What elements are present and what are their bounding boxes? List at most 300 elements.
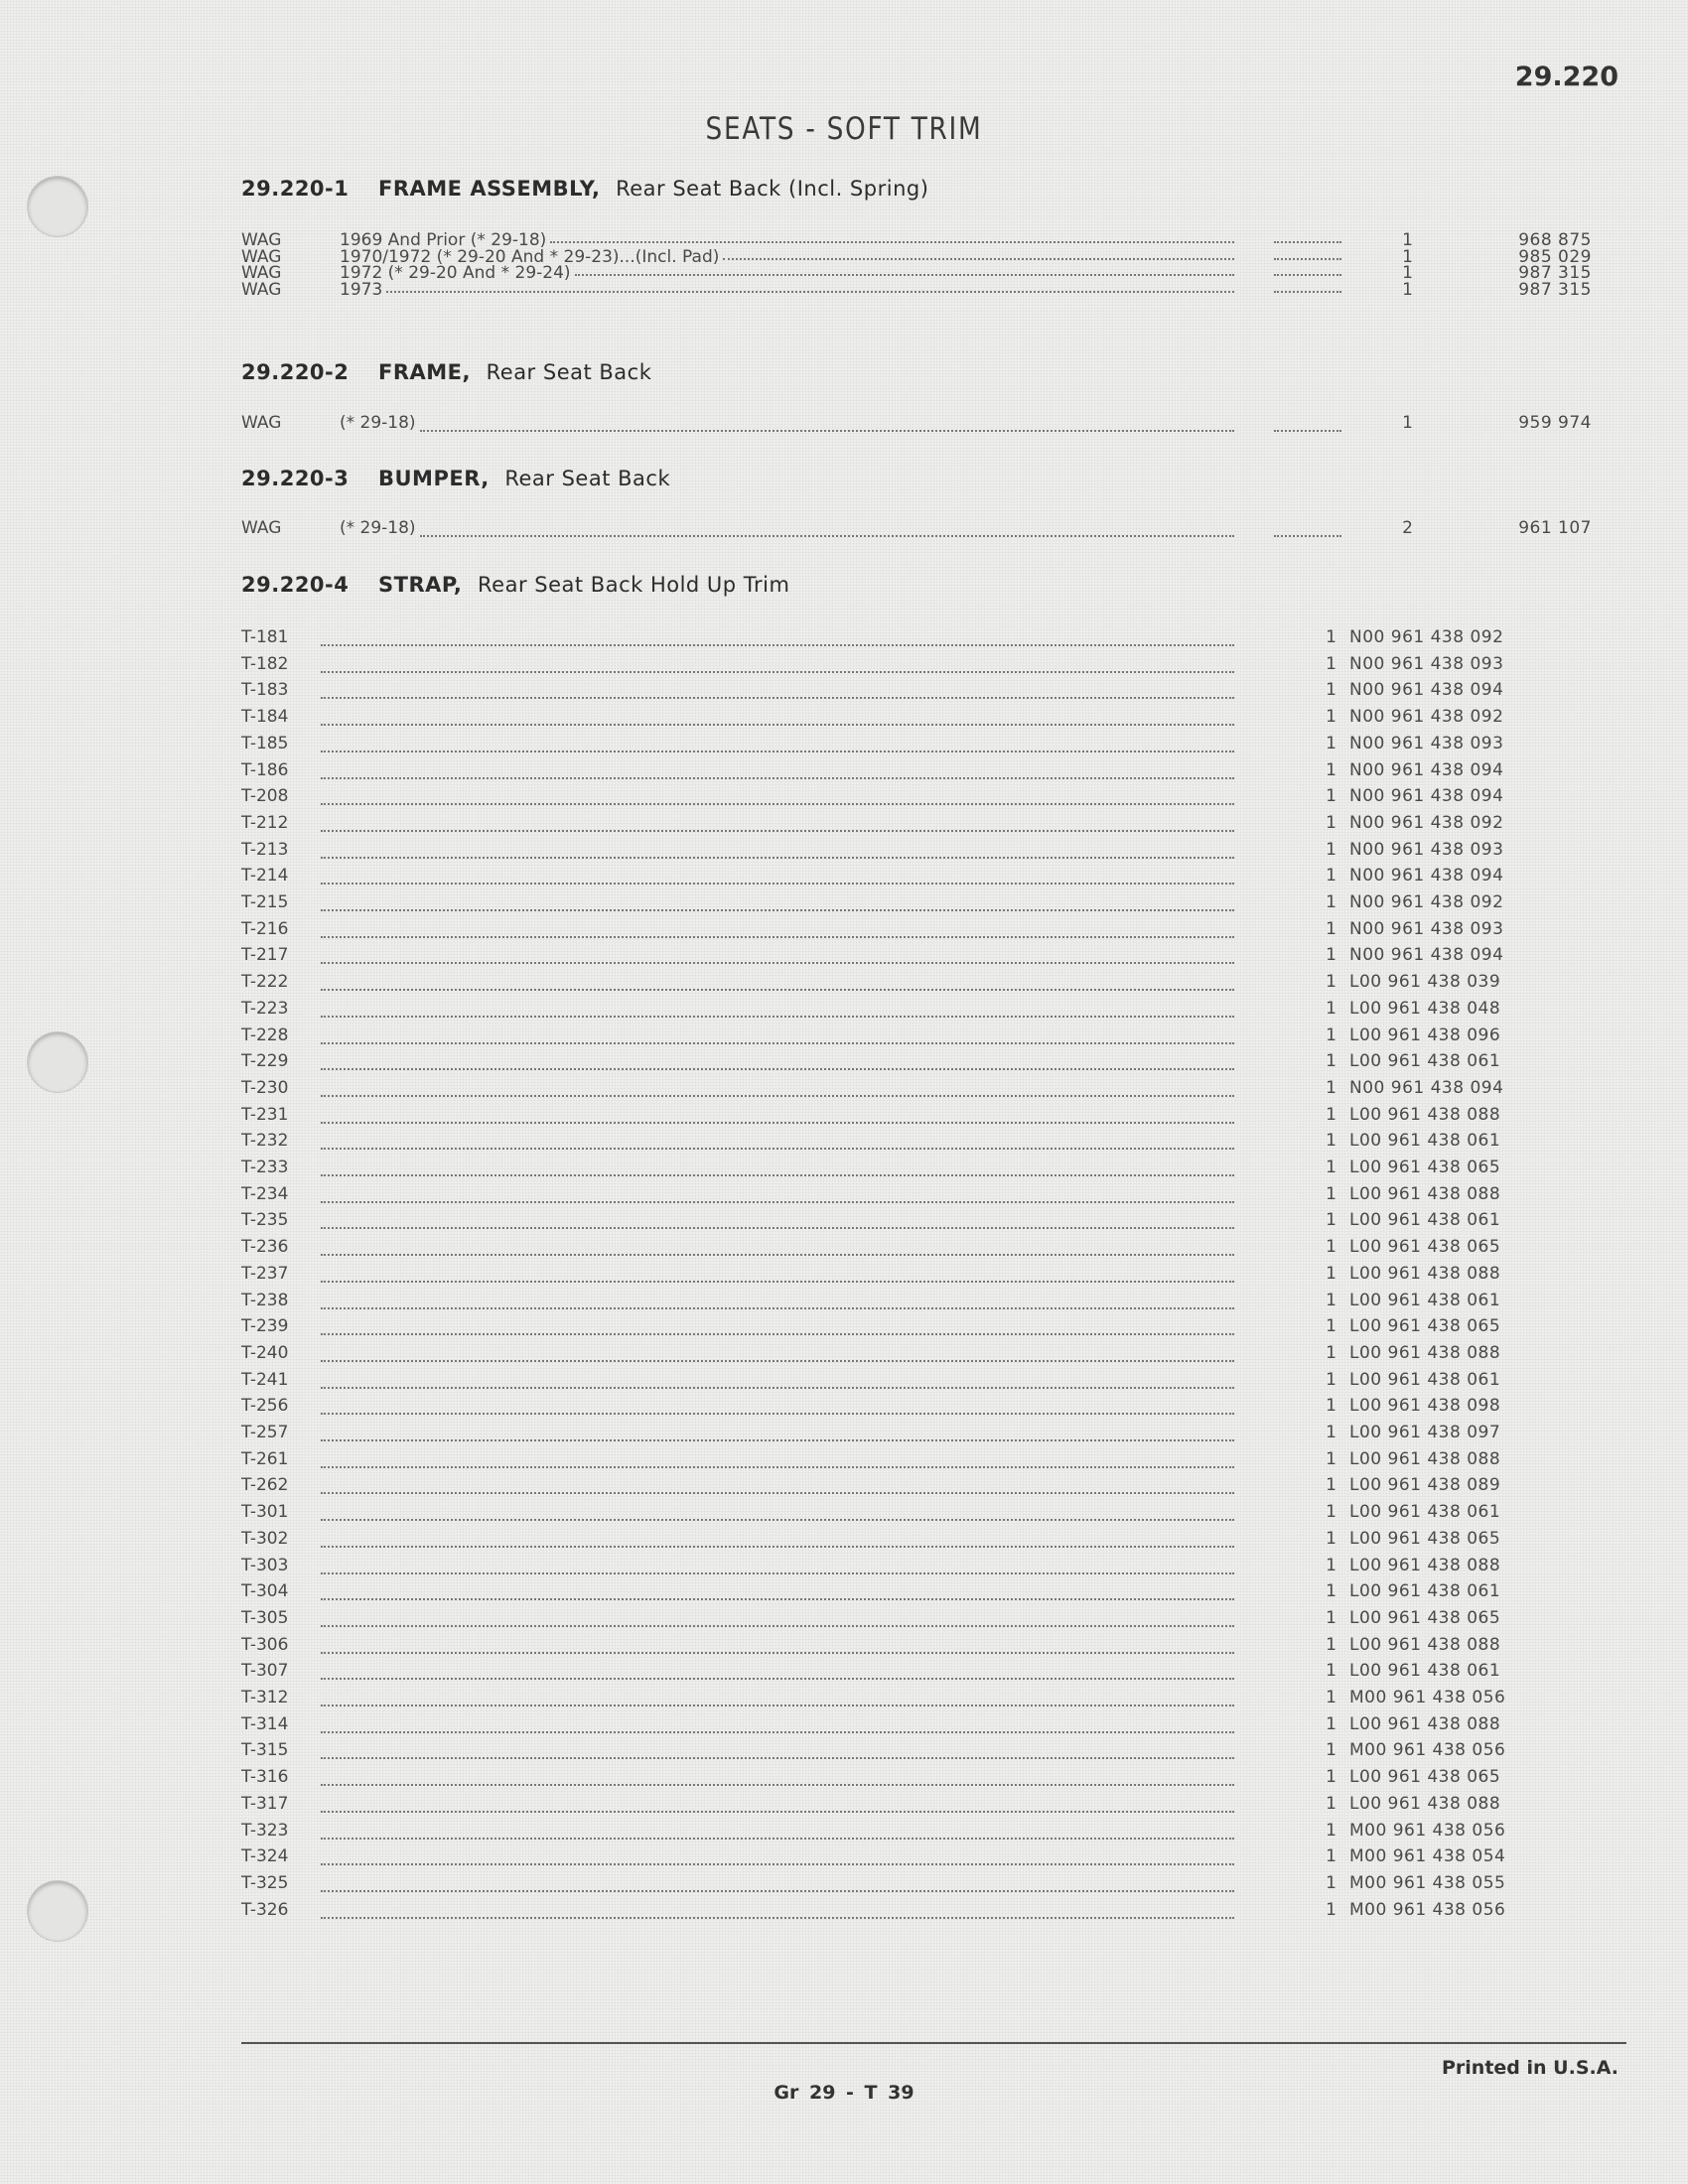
dot-leader xyxy=(321,1678,1234,1680)
row-quantity: 1 xyxy=(1402,230,1413,250)
table-row xyxy=(241,627,1562,653)
table-row xyxy=(241,246,1592,267)
table-row xyxy=(241,1475,1562,1501)
table-row xyxy=(241,1821,1562,1846)
row-model: WAG xyxy=(241,279,282,300)
row-part-number: N00 961 438 092 xyxy=(1349,627,1504,647)
row-part-number: L00 961 438 096 xyxy=(1349,1024,1501,1045)
table-row xyxy=(241,1184,1562,1210)
row-quantity: 1 xyxy=(1326,1237,1336,1258)
row-part-number: L00 961 438 088 xyxy=(1349,1555,1501,1575)
dot-leader xyxy=(321,1466,1234,1468)
row-quantity: 1 xyxy=(1326,1555,1336,1575)
table-row xyxy=(241,654,1562,680)
binder-hole-middle xyxy=(28,1032,87,1092)
dot-leader xyxy=(321,1705,1234,1706)
row-quantity: 1 xyxy=(1326,786,1336,807)
row-quantity: 2 xyxy=(1402,518,1413,538)
row-model: T-236 xyxy=(241,1237,289,1258)
row-quantity: 1 xyxy=(1326,1661,1336,1682)
row-quantity: 1 xyxy=(1326,759,1336,780)
section-name: FRAME ASSEMBLY, xyxy=(378,177,601,201)
row-model: T-231 xyxy=(241,1104,289,1125)
table-row xyxy=(241,1423,1562,1448)
table-row xyxy=(241,1025,1562,1051)
dot-leader xyxy=(321,724,1234,726)
dot-leader xyxy=(321,909,1234,911)
table-row xyxy=(241,230,1592,250)
row-part-number: L00 961 438 061 xyxy=(1349,1581,1501,1602)
row-part-number: L00 961 438 088 xyxy=(1349,1793,1501,1814)
table-row xyxy=(241,263,1592,283)
row-model: T-303 xyxy=(241,1555,289,1575)
section-number: 29.220-3 xyxy=(241,467,350,490)
row-part-number: L00 961 438 039 xyxy=(1349,972,1501,993)
table-row xyxy=(241,840,1562,866)
row-model: T-234 xyxy=(241,1183,289,1204)
section-number: 29.220-2 xyxy=(241,360,350,384)
printed-in-label: Printed in U.S.A. xyxy=(1442,2057,1618,2079)
dot-leader xyxy=(321,1652,1234,1654)
dot-leader xyxy=(321,989,1234,991)
row-quantity: 1 xyxy=(1326,1210,1336,1231)
row-model: T-214 xyxy=(241,866,289,887)
row-part-number: L00 961 438 061 xyxy=(1349,1290,1501,1310)
dot-leader xyxy=(420,535,1234,537)
dot-leader xyxy=(321,1068,1234,1070)
row-model: T-186 xyxy=(241,759,289,780)
row-quantity: 1 xyxy=(1326,1263,1336,1284)
dot-leader xyxy=(321,1731,1234,1733)
table-row xyxy=(241,813,1562,839)
row-part-number: L00 961 438 061 xyxy=(1349,1131,1501,1152)
dot-leader-short xyxy=(1274,258,1341,260)
dot-leader xyxy=(723,258,1234,260)
dot-leader xyxy=(321,644,1234,646)
row-quantity: 1 xyxy=(1326,812,1336,833)
row-part-number: L00 961 438 061 xyxy=(1349,1369,1501,1390)
row-quantity: 1 xyxy=(1326,1767,1336,1788)
row-part-number: L00 961 438 097 xyxy=(1349,1423,1501,1442)
table-row xyxy=(241,707,1562,733)
dot-leader xyxy=(321,1519,1234,1521)
row-quantity: 1 xyxy=(1326,1369,1336,1390)
row-quantity: 1 xyxy=(1326,1607,1336,1628)
row-model: T-241 xyxy=(241,1369,289,1390)
row-quantity: 1 xyxy=(1402,413,1413,433)
table-row xyxy=(241,1051,1562,1077)
dot-leader xyxy=(321,1811,1234,1813)
dot-leader xyxy=(420,430,1234,432)
row-quantity: 1 xyxy=(1326,680,1336,701)
footer-rule xyxy=(241,2042,1626,2044)
table-row xyxy=(241,1343,1562,1369)
row-quantity: 1 xyxy=(1326,1024,1336,1045)
row-quantity: 1 xyxy=(1326,1475,1336,1496)
row-model: T-262 xyxy=(241,1475,289,1496)
row-model: T-216 xyxy=(241,918,289,939)
row-quantity: 1 xyxy=(1326,1581,1336,1602)
row-model: T-324 xyxy=(241,1846,289,1867)
row-model: WAG xyxy=(241,413,282,433)
dot-leader xyxy=(321,1360,1234,1362)
dot-leader xyxy=(321,751,1234,752)
dot-leader xyxy=(550,241,1234,243)
section-heading xyxy=(241,573,789,597)
row-model: T-228 xyxy=(241,1024,289,1045)
row-quantity: 1 xyxy=(1402,263,1413,283)
row-quantity: 1 xyxy=(1326,1634,1336,1655)
row-part-number: L00 961 438 048 xyxy=(1349,998,1501,1019)
row-quantity: 1 xyxy=(1326,918,1336,939)
row-quantity: 1 xyxy=(1402,279,1413,300)
dot-leader xyxy=(321,1148,1234,1150)
table-row xyxy=(241,786,1562,812)
table-row xyxy=(241,1608,1562,1634)
dot-leader xyxy=(321,1917,1234,1919)
row-model: T-213 xyxy=(241,839,289,860)
row-model: T-181 xyxy=(241,627,289,647)
row-quantity: 1 xyxy=(1326,1740,1336,1761)
row-quantity: 1 xyxy=(1326,1316,1336,1337)
row-part-number: L00 961 438 088 xyxy=(1349,1104,1501,1125)
row-quantity: 1 xyxy=(1326,1131,1336,1152)
dot-leader xyxy=(321,883,1234,885)
table-row xyxy=(241,1105,1562,1131)
dot-leader xyxy=(321,1625,1234,1627)
row-model: T-315 xyxy=(241,1740,289,1761)
row-part-number: N00 961 438 092 xyxy=(1349,812,1504,833)
row-quantity: 1 xyxy=(1326,707,1336,728)
row-part-number: L00 961 438 065 xyxy=(1349,1316,1501,1337)
row-model: T-238 xyxy=(241,1290,289,1310)
section-heading xyxy=(241,360,651,384)
row-description: 1972 (* 29-20 And * 29-24) xyxy=(340,263,571,283)
row-model: T-302 xyxy=(241,1528,289,1549)
section-number: 29.220-1 xyxy=(241,177,350,201)
row-description: 1973 xyxy=(340,279,383,300)
table-row xyxy=(241,1316,1562,1342)
dot-leader xyxy=(321,697,1234,699)
row-model: T-261 xyxy=(241,1448,289,1469)
section-heading xyxy=(241,177,928,201)
row-part-number: N00 961 438 094 xyxy=(1349,680,1504,701)
row-quantity: 1 xyxy=(1326,653,1336,674)
row-part-number: 987 315 xyxy=(1518,263,1592,283)
row-model: T-222 xyxy=(241,972,289,993)
row-model: T-232 xyxy=(241,1131,289,1152)
row-quantity: 1 xyxy=(1326,1077,1336,1098)
table-row xyxy=(241,1449,1562,1475)
row-part-number: N00 961 438 093 xyxy=(1349,653,1504,674)
table-row xyxy=(241,1873,1562,1899)
row-quantity: 1 xyxy=(1326,1872,1336,1893)
section-name: BUMPER, xyxy=(378,467,490,490)
row-quantity: 1 xyxy=(1326,1899,1336,1920)
dot-leader xyxy=(321,936,1234,938)
dot-leader xyxy=(321,1174,1234,1176)
dot-leader xyxy=(321,1439,1234,1441)
dot-leader xyxy=(321,857,1234,859)
row-model: T-314 xyxy=(241,1713,289,1734)
table-row xyxy=(241,1264,1562,1290)
row-part-number: L00 961 438 065 xyxy=(1349,1767,1501,1788)
dot-leader xyxy=(321,1281,1234,1283)
row-part-number: M00 961 438 056 xyxy=(1349,1740,1506,1761)
row-quantity: 1 xyxy=(1326,998,1336,1019)
dot-leader xyxy=(321,1546,1234,1548)
row-part-number: N00 961 438 094 xyxy=(1349,1077,1504,1098)
table-row xyxy=(241,1131,1562,1157)
row-part-number: N00 961 438 094 xyxy=(1349,945,1504,966)
row-description: 1969 And Prior (* 29-18) xyxy=(340,230,547,250)
row-model: WAG xyxy=(241,230,282,250)
table-row xyxy=(241,279,1592,300)
row-model: T-229 xyxy=(241,1051,289,1072)
row-part-number: L00 961 438 061 xyxy=(1349,1661,1501,1682)
table-row xyxy=(241,1661,1562,1687)
row-part-number: M00 961 438 054 xyxy=(1349,1846,1506,1867)
row-part-number: N00 961 438 092 xyxy=(1349,707,1504,728)
row-model: T-312 xyxy=(241,1688,289,1707)
dot-leader xyxy=(321,671,1234,673)
dot-leader xyxy=(575,274,1234,276)
row-quantity: 1 xyxy=(1326,1158,1336,1177)
dot-leader xyxy=(321,803,1234,805)
row-part-number: 961 107 xyxy=(1518,518,1592,538)
table-row xyxy=(241,680,1562,706)
row-part-number: L00 961 438 088 xyxy=(1349,1263,1501,1284)
row-part-number: M00 961 438 055 xyxy=(1349,1872,1506,1893)
row-part-number: M00 961 438 056 xyxy=(1349,1820,1506,1841)
row-quantity: 1 xyxy=(1326,892,1336,912)
table-row xyxy=(241,1078,1562,1104)
dot-leader xyxy=(321,1413,1234,1415)
dot-leader xyxy=(321,1387,1234,1389)
row-quantity: 1 xyxy=(1326,1448,1336,1469)
row-model: T-239 xyxy=(241,1316,289,1337)
row-part-number: L00 961 438 089 xyxy=(1349,1475,1501,1496)
table-row xyxy=(241,1740,1562,1766)
section-description: Rear Seat Back (Incl. Spring) xyxy=(616,177,929,201)
row-part-number: N00 961 438 094 xyxy=(1349,786,1504,807)
row-description: (* 29-18) xyxy=(340,518,416,538)
table-row xyxy=(241,999,1562,1024)
row-part-number: 987 315 xyxy=(1518,279,1592,300)
row-model: T-257 xyxy=(241,1423,289,1442)
row-model: T-217 xyxy=(241,945,289,966)
row-model: T-306 xyxy=(241,1634,289,1655)
table-row xyxy=(241,1635,1562,1661)
table-row xyxy=(241,892,1562,918)
row-part-number: L00 961 438 098 xyxy=(1349,1396,1501,1417)
dot-leader xyxy=(321,1863,1234,1865)
section-description: Rear Seat Back xyxy=(486,360,652,384)
page-reference: Gr 29 - T 39 xyxy=(774,2082,914,2104)
dot-leader xyxy=(321,1307,1234,1309)
row-model: T-184 xyxy=(241,707,289,728)
row-quantity: 1 xyxy=(1326,945,1336,966)
table-row xyxy=(241,1158,1562,1183)
table-row xyxy=(241,919,1562,945)
row-quantity: 1 xyxy=(1326,1793,1336,1814)
table-row xyxy=(241,1291,1562,1316)
row-model: WAG xyxy=(241,263,282,283)
row-model: T-215 xyxy=(241,892,289,912)
row-model: T-316 xyxy=(241,1767,289,1788)
row-part-number: L00 961 438 088 xyxy=(1349,1448,1501,1469)
dot-leader xyxy=(321,1095,1234,1097)
row-model: T-182 xyxy=(241,653,289,674)
dot-leader-short xyxy=(1274,274,1341,276)
dot-leader xyxy=(386,291,1234,293)
row-model: T-185 xyxy=(241,733,289,753)
row-part-number: N00 961 438 092 xyxy=(1349,892,1504,912)
row-quantity: 1 xyxy=(1326,1290,1336,1310)
row-part-number: L00 961 438 088 xyxy=(1349,1183,1501,1204)
section-number: 29.220-4 xyxy=(241,573,350,597)
row-model: T-326 xyxy=(241,1899,289,1920)
row-model: T-317 xyxy=(241,1793,289,1814)
table-row xyxy=(241,866,1562,891)
dot-leader xyxy=(321,1572,1234,1574)
row-quantity: 1 xyxy=(1326,1502,1336,1523)
section-description: Rear Seat Back Hold Up Trim xyxy=(478,573,790,597)
dot-leader-short xyxy=(1274,291,1341,293)
row-quantity: 1 xyxy=(1326,1183,1336,1204)
row-model: T-235 xyxy=(241,1210,289,1231)
row-part-number: L00 961 438 088 xyxy=(1349,1342,1501,1363)
row-quantity: 1 xyxy=(1326,839,1336,860)
row-quantity: 1 xyxy=(1326,1713,1336,1734)
row-part-number: L00 961 438 061 xyxy=(1349,1051,1501,1072)
dot-leader-short xyxy=(1274,535,1341,537)
row-quantity: 1 xyxy=(1326,866,1336,887)
row-quantity: 1 xyxy=(1326,1846,1336,1867)
table-row xyxy=(241,734,1562,759)
section-name: FRAME, xyxy=(378,360,471,384)
row-model: T-233 xyxy=(241,1158,289,1177)
row-part-number: 985 029 xyxy=(1518,246,1592,267)
dot-leader xyxy=(321,1890,1234,1892)
row-part-number: L00 961 438 065 xyxy=(1349,1237,1501,1258)
page-number: 29.220 xyxy=(1514,62,1618,92)
dot-leader xyxy=(321,1598,1234,1600)
table-row xyxy=(241,945,1562,971)
row-model: T-305 xyxy=(241,1607,289,1628)
table-row xyxy=(241,1767,1562,1793)
row-model: T-304 xyxy=(241,1581,289,1602)
table-row xyxy=(241,1529,1562,1555)
dot-leader xyxy=(321,1333,1234,1335)
dot-leader xyxy=(321,1838,1234,1840)
table-row xyxy=(241,1502,1562,1528)
table-row xyxy=(241,1900,1562,1926)
dot-leader xyxy=(321,1201,1234,1203)
row-quantity: 1 xyxy=(1326,627,1336,647)
row-model: T-237 xyxy=(241,1263,289,1284)
row-description: (* 29-18) xyxy=(340,413,416,433)
row-part-number: N00 961 438 094 xyxy=(1349,759,1504,780)
row-model: T-325 xyxy=(241,1872,289,1893)
dot-leader xyxy=(321,1784,1234,1786)
binder-hole-bottom xyxy=(28,1881,87,1941)
table-row xyxy=(241,518,1592,544)
row-quantity: 1 xyxy=(1326,1342,1336,1363)
row-part-number: L00 961 438 065 xyxy=(1349,1528,1501,1549)
row-model: T-240 xyxy=(241,1342,289,1363)
row-model: T-256 xyxy=(241,1396,289,1417)
table-row xyxy=(241,1581,1562,1607)
row-part-number: L00 961 438 065 xyxy=(1349,1607,1501,1628)
table-row xyxy=(241,760,1562,786)
row-part-number: L00 961 438 088 xyxy=(1349,1713,1501,1734)
row-quantity: 1 xyxy=(1326,733,1336,753)
row-quantity: 1 xyxy=(1402,246,1413,267)
dot-leader xyxy=(321,1227,1234,1229)
row-part-number: L00 961 438 061 xyxy=(1349,1502,1501,1523)
row-model: T-301 xyxy=(241,1502,289,1523)
dot-leader xyxy=(321,1016,1234,1018)
row-part-number: N00 961 438 093 xyxy=(1349,839,1504,860)
table-row xyxy=(241,413,1592,439)
dot-leader-short xyxy=(1274,430,1341,432)
binder-hole-top xyxy=(28,177,87,236)
row-model: T-230 xyxy=(241,1077,289,1098)
row-model: T-223 xyxy=(241,998,289,1019)
row-model: WAG xyxy=(241,518,282,538)
row-part-number: M00 961 438 056 xyxy=(1349,1899,1506,1920)
table-row xyxy=(241,1396,1562,1422)
row-part-number: M00 961 438 056 xyxy=(1349,1688,1506,1707)
section-heading xyxy=(241,467,670,490)
dot-leader xyxy=(321,1757,1234,1759)
row-quantity: 1 xyxy=(1326,1688,1336,1707)
dot-leader xyxy=(321,1254,1234,1256)
row-quantity: 1 xyxy=(1326,972,1336,993)
row-part-number: N00 961 438 093 xyxy=(1349,733,1504,753)
table-row xyxy=(241,1794,1562,1820)
row-model: T-183 xyxy=(241,680,289,701)
table-row xyxy=(241,1210,1562,1236)
row-part-number: L00 961 438 065 xyxy=(1349,1158,1501,1177)
row-quantity: 1 xyxy=(1326,1051,1336,1072)
dot-leader xyxy=(321,1042,1234,1044)
row-model: WAG xyxy=(241,246,282,267)
dot-leader-short xyxy=(1274,241,1341,243)
row-part-number: L00 961 438 061 xyxy=(1349,1210,1501,1231)
row-quantity: 1 xyxy=(1326,1396,1336,1417)
row-model: T-212 xyxy=(241,812,289,833)
row-part-number: N00 961 438 094 xyxy=(1349,866,1504,887)
dot-leader xyxy=(321,1122,1234,1124)
table-row xyxy=(241,1237,1562,1263)
row-quantity: 1 xyxy=(1326,1820,1336,1841)
row-description: 1970/1972 (* 29-20 And * 29-23)...(Incl. Pad) xyxy=(340,246,720,267)
dot-leader xyxy=(321,1492,1234,1494)
row-quantity: 1 xyxy=(1326,1423,1336,1442)
row-part-number: N00 961 438 093 xyxy=(1349,918,1504,939)
table-row xyxy=(241,1846,1562,1872)
row-part-number: 968 875 xyxy=(1518,230,1592,250)
row-model: T-208 xyxy=(241,786,289,807)
table-row xyxy=(241,1714,1562,1740)
row-part-number: 959 974 xyxy=(1518,413,1592,433)
table-row xyxy=(241,1688,1562,1713)
page-title: SEATS - SOFT TRIM xyxy=(705,111,983,147)
section-name: STRAP, xyxy=(378,573,463,597)
row-model: T-323 xyxy=(241,1820,289,1841)
